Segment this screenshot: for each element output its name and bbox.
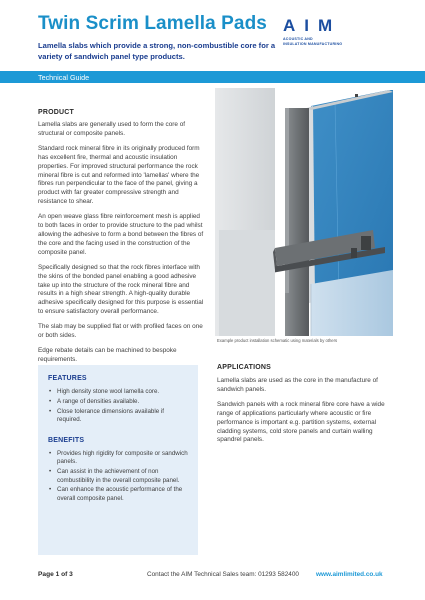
product-heading: PRODUCT (38, 109, 75, 116)
logo-tagline-1: ACOUSTIC AND (283, 37, 313, 41)
features-benefits-panel (38, 365, 198, 555)
website-link[interactable]: www.aimlimited.co.uk (316, 571, 383, 578)
list-item: • Can assist in the achievement of non combustibility in the overall composite panel. (48, 468, 188, 485)
benefits-heading: BENEFITS (48, 437, 85, 445)
product-paragraph: Standard rock mineral fibre in its originally produced form has excellent fire, thermal and acoustic insulation properties. For improved structural performance the rock mineral fibre is cut and reformed into 'lamellas' where the fibres run perpendicular to the face of the panel, giving a product with far greater compressive strength and resistance to shear. (38, 144, 200, 206)
product-paragraph: The slab may be supplied flat or with profiled faces on one or both sides. (38, 323, 203, 340)
list-item: • High density stone wool lamella core. (48, 388, 188, 396)
product-paragraph: Edge rebate details can be machined to bespoke requirements. (38, 346, 177, 363)
page-header (0, 0, 425, 70)
applications-paragraph: Lamella slabs are used as the core in the manufacture of sandwich panels. (217, 377, 378, 393)
contact-text: Contact the AIM Technical Sales team: 01293 582400 (147, 571, 299, 578)
product-paragraph: An open weave glass fibre reinforcement mesh is applied to both faces in order to provide structure to the pad whilst allowing the adhesive to form a bond between the fibres of the core and the facing used in the construction of the composite panel. (38, 213, 204, 256)
list-item: • Can enhance the acoustic performance of the overall composite panel. (48, 486, 188, 503)
logo-tagline-2: INSULATION MANUFACTURING (283, 42, 343, 46)
product-section (38, 109, 204, 371)
applications-paragraph: Sandwich panels with a rock mineral fibre core have a wide range of applications particularly where acoustic or fire performance is important e.g. partition systems, external cladding systems, cold store panels and curtain walling spandrel panels. (217, 400, 385, 444)
features-list (48, 388, 188, 424)
installation-schematic-image (215, 88, 393, 336)
section-bar (0, 71, 425, 83)
features-heading: FEATURES (48, 375, 87, 382)
aim-logo (283, 16, 383, 52)
benefits-list (48, 450, 188, 503)
product-paragraph: Lamella slabs are generally used to form the core of structural or composite panels. (38, 121, 186, 137)
product-paragraph: Specifically designed so that the rock fibres interface with the skins of the bonded panel enabling a good adhesive take up into the structure of the rock mineral fibre and results in a high shear strength. A high-quality durable adhesive specifically designed for this purpose is essential to ensure satisfactory overall performance. (38, 263, 204, 316)
applications-heading: APPLICATIONS (217, 364, 271, 371)
page-footer (0, 568, 425, 582)
applications-section (217, 364, 391, 451)
figure-caption: Example product installation schematic using materials by others (217, 338, 338, 343)
installation-schematic-svg (215, 88, 393, 336)
list-item: • Close tolerance dimensions available if required. (48, 408, 188, 425)
list-item: • A range of densities available. (48, 398, 188, 406)
page-subtitle: Lamella slabs which provide a strong, non-combustible core for a variety of sandwich panel type products. (38, 41, 276, 61)
list-item: • Provides high rigidity for composite or sandwich panels. (48, 450, 188, 467)
page-title: Twin Scrim Lamella Pads (38, 13, 267, 34)
logo-wordmark: AIM (283, 16, 342, 35)
section-bar-label: Technical Guide (38, 72, 90, 82)
page-number: Page 1 of 3 (38, 571, 73, 578)
